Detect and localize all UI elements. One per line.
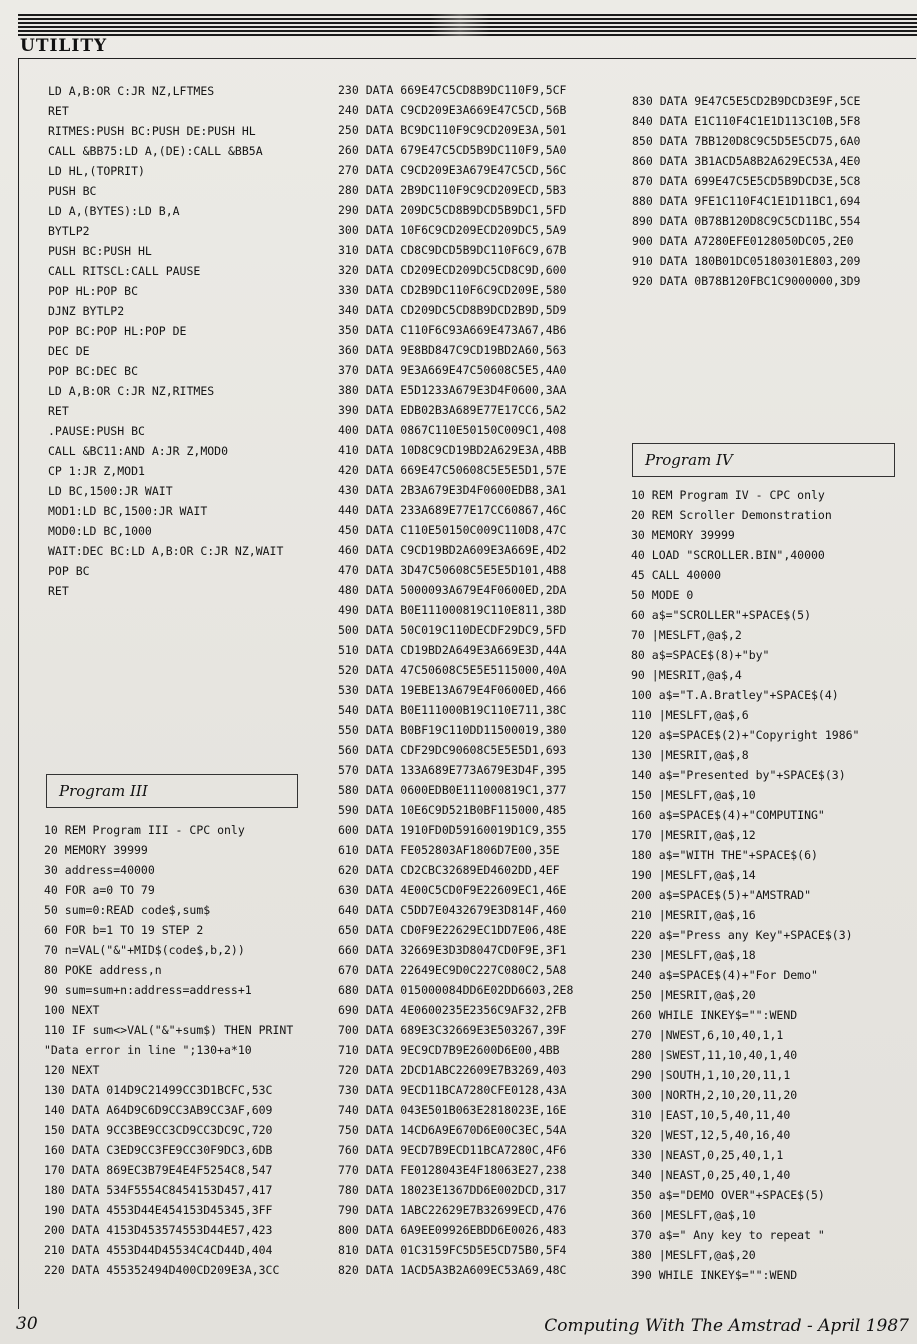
code-line: 100 a$="T.A.Bratley"+SPACE$(4) [631, 688, 839, 702]
code-line: 20 REM Scroller Demonstration [631, 508, 832, 522]
code-line: "Data error in line ";130+a*10 [44, 1043, 252, 1057]
code-line: 820 DATA 1ACD5A3B2A609EC53A69,48C [338, 1263, 567, 1277]
program-iii-listing [44, 820, 293, 1280]
code-line: 610 DATA FE052803AF1806D7E00,35E [338, 843, 560, 857]
code-line: 250 |MESRIT,@a$,20 [631, 988, 756, 1002]
code-line: DEC DE [48, 344, 90, 358]
code-line: RITMES:PUSH BC:PUSH DE:PUSH HL [48, 124, 256, 138]
code-line: 460 DATA C9CD19BD2A609E3A669E,4D2 [338, 543, 567, 557]
code-line: 200 a$=SPACE$(5)+"AMSTRAD" [631, 888, 812, 902]
code-line: LD BC,1500:JR WAIT [48, 484, 173, 498]
program-iv-title-box [632, 443, 895, 477]
code-line: 880 DATA 9FE1C110F4C1E1D11BC1,694 [632, 194, 861, 208]
code-line: 340 DATA CD209DC5CD8B9DCD2B9D,5D9 [338, 303, 567, 317]
code-line: 20 MEMORY 39999 [44, 843, 148, 857]
code-line: 210 |MESRIT,@a$,16 [631, 908, 756, 922]
code-line: .PAUSE:PUSH BC [48, 424, 145, 438]
code-line: POP BC:DEC BC [48, 364, 139, 378]
code-line: CALL &BC11:AND A:JR Z,MOD0 [48, 444, 229, 458]
code-line: 10 REM Program IV - CPC only [631, 488, 825, 502]
code-line: LD HL,(TOPRIT) [48, 164, 145, 178]
code-line: 100 NEXT [44, 1003, 100, 1017]
code-line: 120 a$=SPACE$(2)+"Copyright 1986" [631, 728, 860, 742]
code-line: 280 |SWEST,11,10,40,1,40 [631, 1048, 798, 1062]
code-line: CP 1:JR Z,MOD1 [48, 464, 145, 478]
code-line: 580 DATA 0600EDB0E111000819C1,377 [338, 783, 567, 797]
code-line: CALL RITSCL:CALL PAUSE [48, 264, 201, 278]
code-line: 330 |NEAST,0,25,40,1,1 [631, 1148, 784, 1162]
code-line: 300 |NORTH,2,10,20,11,20 [631, 1088, 798, 1102]
code-line: 910 DATA 180B01DC05180301E803,209 [632, 254, 861, 268]
code-line: 120 NEXT [44, 1063, 100, 1077]
code-line: 60 a$="SCROLLER"+SPACE$(5) [631, 608, 812, 622]
program-iii-title: Program III [59, 782, 148, 800]
code-line: 500 DATA 50C019C110DECDF29DC9,5FD [338, 623, 567, 637]
code-line: 210 DATA 4553D44D45534C4CD44D,404 [44, 1243, 273, 1257]
code-line: 520 DATA 47C50608C5E5E5115000,40A [338, 663, 567, 677]
code-line: 570 DATA 133A689E773A679E3D4F,395 [338, 763, 567, 777]
code-line: 680 DATA 015000084DD6E02DD6603,2E8 [338, 983, 574, 997]
code-line: 90 |MESRIT,@a$,4 [631, 668, 742, 682]
code-line: 530 DATA 19EBE13A679E4F0600ED,466 [338, 683, 567, 697]
code-line: 410 DATA 10D8C9CD19BD2A629E3A,4BB [338, 443, 567, 457]
code-line: PUSH BC:PUSH HL [48, 244, 152, 258]
code-line: 660 DATA 32669E3D3D8047CD0F9E,3F1 [338, 943, 567, 957]
code-line: LD A,B:OR C:JR NZ,RITMES [48, 384, 215, 398]
program-iv-listing [631, 485, 859, 1285]
code-line: 270 DATA C9CD209E3A679E47C5CD,56C [338, 163, 567, 177]
code-line: 750 DATA 14CD6A9E670D6E00C3EC,54A [338, 1123, 567, 1137]
code-line: 560 DATA CDF29DC90608C5E5E5D1,693 [338, 743, 567, 757]
code-line: 40 FOR a=0 TO 79 [44, 883, 155, 897]
code-line: 170 |MESRIT,@a$,12 [631, 828, 756, 842]
code-line: 70 n=VAL("&"+MID$(code$,b,2)) [44, 943, 245, 957]
code-line: 360 DATA 9E8BD847C9CD19BD2A60,563 [338, 343, 567, 357]
code-line: 90 sum=sum+n:address=address+1 [44, 983, 252, 997]
code-line: POP BC:POP HL:POP DE [48, 324, 187, 338]
code-line: 370 DATA 9E3A669E47C50608C5E5,4A0 [338, 363, 567, 377]
code-line: 10 REM Program III - CPC only [44, 823, 245, 837]
code-line: 350 DATA C110F6C93A669E473A67,4B6 [338, 323, 567, 337]
code-line: 250 DATA BC9DC110F9C9CD209E3A,501 [338, 123, 567, 137]
code-line: MOD1:LD BC,1500:JR WAIT [48, 504, 208, 518]
code-line: 770 DATA FE0128043E4F18063E27,238 [338, 1163, 567, 1177]
code-line: 260 WHILE INKEY$="":WEND [631, 1008, 798, 1022]
code-line: 200 DATA 4153D453574553D44E57,423 [44, 1223, 273, 1237]
code-line: RET [48, 584, 69, 598]
code-line: 840 DATA E1C110F4C1E1D113C10B,5F8 [632, 114, 861, 128]
code-line: 600 DATA 1910FD0D59160019D1C9,355 [338, 823, 567, 837]
assembly-listing [48, 81, 283, 601]
code-line: 110 IF sum<>VAL("&"+sum$) THEN PRINT [44, 1023, 294, 1037]
code-line: 240 DATA C9CD209E3A669E47C5CD,56B [338, 103, 567, 117]
code-line: 480 DATA 5000093A679E4F0600ED,2DA [338, 583, 567, 597]
code-line: 30 address=40000 [44, 863, 155, 877]
code-line: 190 |MESLFT,@a$,14 [631, 868, 756, 882]
code-line: 45 CALL 40000 [631, 568, 722, 582]
code-line: POP BC [48, 564, 90, 578]
code-line: 890 DATA 0B78B120D8C9C5CD11BC,554 [632, 214, 861, 228]
code-line: 320 DATA CD209ECD209DC5CD8C9D,600 [338, 263, 567, 277]
header-rule-gap [430, 14, 490, 36]
code-line: 720 DATA 2DCD1ABC22609E7B3269,403 [338, 1063, 567, 1077]
code-line: 870 DATA 699E47C5E5CD5B9DCD3E,5C8 [632, 174, 861, 188]
code-line: 550 DATA B0BF19C110DD11500019,380 [338, 723, 567, 737]
code-line: 920 DATA 0B78B120FBC1C9000000,3D9 [632, 274, 861, 288]
code-line: PUSH BC [48, 184, 97, 198]
code-line: 280 DATA 2B9DC110F9C9CD209ECD,5B3 [338, 183, 567, 197]
code-line: 540 DATA B0E111000B19C110E711,38C [338, 703, 567, 717]
code-line: 860 DATA 3B1ACD5A8B2A629EC53A,4E0 [632, 154, 861, 168]
code-line: 710 DATA 9EC9CD7B9E2600D6E00,4BB [338, 1043, 560, 1057]
code-line: MOD0:LD BC,1000 [48, 524, 152, 538]
code-line: 130 |MESRIT,@a$,8 [631, 748, 749, 762]
code-line: 800 DATA 6A9EE09926EBDD6E0026,483 [338, 1223, 567, 1237]
code-line: 330 DATA CD2B9DC110F6C9CD209E,580 [338, 283, 567, 297]
code-line: 830 DATA 9E47C5E5CD2B9DCD3E9F,5CE [632, 94, 861, 108]
code-line: 170 DATA 869EC3B79E4E4F5254C8,547 [44, 1163, 273, 1177]
code-line: 390 WHILE INKEY$="":WEND [631, 1268, 798, 1282]
code-line: 220 a$="Press any Key"+SPACE$(3) [631, 928, 853, 942]
program-iv-title: Program IV [645, 451, 733, 469]
code-line: 80 a$=SPACE$(8)+"by" [631, 648, 770, 662]
code-line: WAIT:DEC BC:LD A,B:OR C:JR NZ,WAIT [48, 544, 284, 558]
code-line: 450 DATA C110E50150C009C110D8,47C [338, 523, 567, 537]
code-line: 80 POKE address,n [44, 963, 162, 977]
code-line: 700 DATA 689E3C32669E3E503267,39F [338, 1023, 567, 1037]
code-line: 390 DATA EDB02B3A689E77E17CC6,5A2 [338, 403, 567, 417]
code-line: 440 DATA 233A689E77E17CC60867,46C [338, 503, 567, 517]
code-line: 310 |EAST,10,5,40,11,40 [631, 1108, 791, 1122]
code-line: 430 DATA 2B3A679E3D4F0600EDB8,3A1 [338, 483, 567, 497]
code-line: 50 sum=0:READ code$,sum$ [44, 903, 211, 917]
code-line: 50 MODE 0 [631, 588, 694, 602]
data-listing-end [632, 91, 860, 291]
code-line: 290 |SOUTH,1,10,20,11,1 [631, 1068, 791, 1082]
code-line: 300 DATA 10F6C9CD209ECD209DC5,5A9 [338, 223, 567, 237]
code-line: 590 DATA 10E6C9D521B0BF115000,485 [338, 803, 567, 817]
code-line: 230 |MESLFT,@a$,18 [631, 948, 756, 962]
code-line: RET [48, 404, 69, 418]
code-line: POP HL:POP BC [48, 284, 139, 298]
code-line: 360 |MESLFT,@a$,10 [631, 1208, 756, 1222]
code-line: 900 DATA A7280EFE0128050DC05,2E0 [632, 234, 854, 248]
code-line: BYTLP2 [48, 224, 90, 238]
code-line: 150 DATA 9CC3BE9CC3CD9CC3DC9C,720 [44, 1123, 273, 1137]
section-heading: UTILITY [20, 36, 108, 56]
code-line: 650 DATA CD0F9E22629EC1DD7E06,48E [338, 923, 567, 937]
code-line: 780 DATA 18023E1367DD6E002DCD,317 [338, 1183, 567, 1197]
code-line: 40 LOAD "SCROLLER.BIN",40000 [631, 548, 825, 562]
code-line: 620 DATA CD2CBC32689ED4602DD,4EF [338, 863, 560, 877]
code-line: 60 FOR b=1 TO 19 STEP 2 [44, 923, 204, 937]
code-line: DJNZ BYTLP2 [48, 304, 125, 318]
data-listing [338, 80, 573, 1280]
program-iii-title-box [46, 774, 298, 808]
code-line: 270 |NWEST,6,10,40,1,1 [631, 1028, 784, 1042]
code-line: 140 DATA A64D9C6D9CC3AB9CC3AF,609 [44, 1103, 273, 1117]
code-line: 850 DATA 7BB120D8C9C5D5E5CD75,6A0 [632, 134, 861, 148]
code-line: 400 DATA 0867C110E50150C009C1,408 [338, 423, 567, 437]
code-line: 110 |MESLFT,@a$,6 [631, 708, 749, 722]
code-line: 730 DATA 9ECD11BCA7280CFE0128,43A [338, 1083, 567, 1097]
code-line: 380 DATA E5D1233A679E3D4F0600,3AA [338, 383, 567, 397]
code-line: 180 DATA 534F5554C8454153D457,417 [44, 1183, 273, 1197]
code-line: RET [48, 104, 69, 118]
code-line: 230 DATA 669E47C5CD8B9DC110F9,5CF [338, 83, 567, 97]
code-line: 260 DATA 679E47C5CD5B9DC110F9,5A0 [338, 143, 567, 157]
code-line: LD A,(BYTES):LD B,A [48, 204, 180, 218]
code-line: 160 a$=SPACE$(4)+"COMPUTING" [631, 808, 825, 822]
code-line: 790 DATA 1ABC22629E7B32699ECD,476 [338, 1203, 567, 1217]
code-line: CALL &BB75:LD A,(DE):CALL &BB5A [48, 144, 263, 158]
code-line: 490 DATA B0E111000819C110E811,38D [338, 603, 567, 617]
code-line: 320 |WEST,12,5,40,16,40 [631, 1128, 791, 1142]
code-line: 670 DATA 22649EC9D0C227C080C2,5A8 [338, 963, 567, 977]
code-line: 220 DATA 455352494D400CD209E3A,3CC [44, 1263, 280, 1277]
code-line: 180 a$="WITH THE"+SPACE$(6) [631, 848, 818, 862]
code-line: 510 DATA CD19BD2A649E3A669E3D,44A [338, 643, 567, 657]
code-line: 310 DATA CD8C9DCD5B9DC110F6C9,67B [338, 243, 567, 257]
code-line: LD A,B:OR C:JR NZ,LFTMES [48, 84, 215, 98]
code-line: 640 DATA C5DD7E0432679E3D814F,460 [338, 903, 567, 917]
code-line: 290 DATA 209DC5CD8B9DCD5B9DC1,5FD [338, 203, 567, 217]
code-line: 70 |MESLFT,@a$,2 [631, 628, 742, 642]
code-line: 760 DATA 9ECD7B9ECD11BCA7280C,4F6 [338, 1143, 567, 1157]
code-line: 810 DATA 01C3159FC5D5E5CD75B0,5F4 [338, 1243, 567, 1257]
code-line: 150 |MESLFT,@a$,10 [631, 788, 756, 802]
code-line: 380 |MESLFT,@a$,20 [631, 1248, 756, 1262]
code-line: 160 DATA C3ED9CC3FE9CC30F9DC3,6DB [44, 1143, 273, 1157]
code-line: 340 |NEAST,0,25,40,1,40 [631, 1168, 791, 1182]
code-line: 630 DATA 4E00C5CD0F9E22609EC1,46E [338, 883, 567, 897]
code-line: 420 DATA 669E47C50608C5E5E5D1,57E [338, 463, 567, 477]
code-line: 30 MEMORY 39999 [631, 528, 735, 542]
page-number: 30 [16, 1314, 38, 1334]
code-line: 130 DATA 014D9C21499CC3D1BCFC,53C [44, 1083, 273, 1097]
code-line: 690 DATA 4E0600235E2356C9AF32,2FB [338, 1003, 567, 1017]
code-line: 240 a$=SPACE$(4)+"For Demo" [631, 968, 818, 982]
code-line: 140 a$="Presented by"+SPACE$(3) [631, 768, 846, 782]
code-line: 470 DATA 3D47C50608C5E5E5D101,4B8 [338, 563, 567, 577]
code-line: 370 a$=" Any key to repeat " [631, 1228, 825, 1242]
code-line: 190 DATA 4553D44E454153D45345,3FF [44, 1203, 273, 1217]
code-line: 350 a$="DEMO OVER"+SPACE$(5) [631, 1188, 825, 1202]
code-line: 740 DATA 043E501B063E2818023E,16E [338, 1103, 567, 1117]
publication-footer: Computing With The Amstrad - April 1987 [544, 1316, 909, 1336]
